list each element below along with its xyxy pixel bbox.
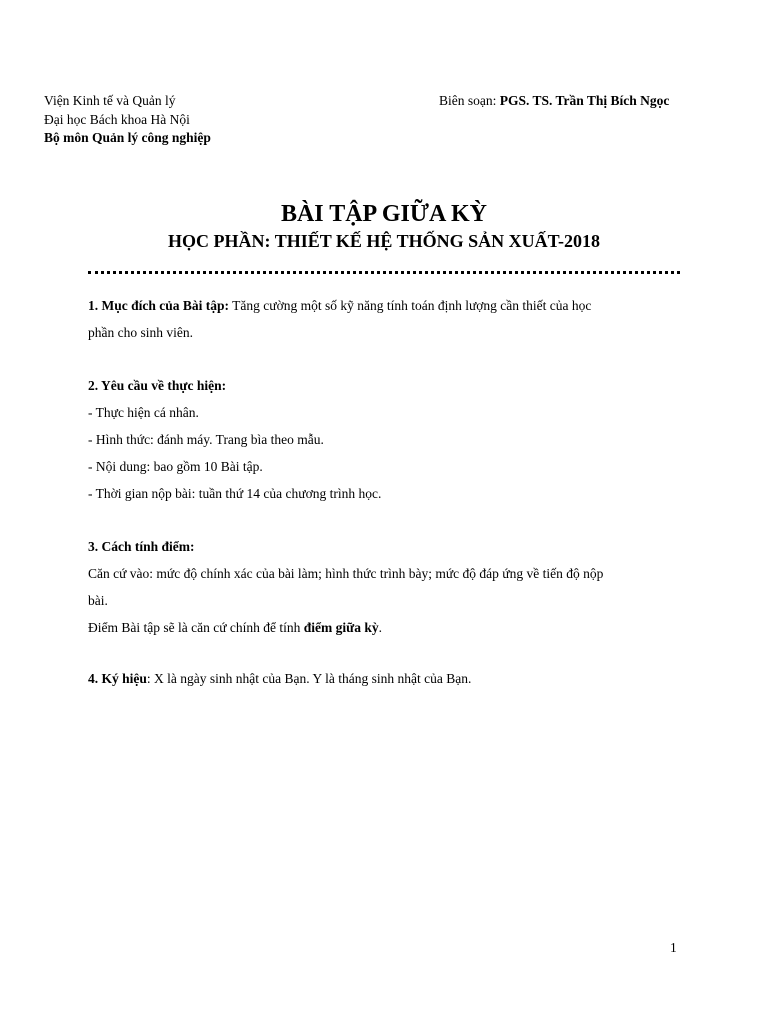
list-item: - Hình thức: đánh máy. Trang bìa theo mẫu. [88,432,324,447]
section-heading: 2. Yêu cầu về thực hiện: [88,378,227,393]
header-left [44,92,211,148]
institute-name: Viện Kinh tế và Quản lý [44,93,176,108]
section-text: bài. [88,593,108,608]
section-text: Tăng cường một số kỹ năng tính toán định lượng cần thiết của học [229,298,592,313]
page-number: 1 [670,940,677,955]
section-text: . [378,620,382,635]
author-name: PGS. TS. Trần Thị Bích Ngọc [499,93,670,108]
document-title: BÀI TẬP GIỮA KỲ [280,201,488,227]
dotted-divider [88,271,680,274]
university-name: Đại học Bách khoa Hà Nội [44,111,190,127]
section-grading [88,533,688,641]
section-purpose [88,292,688,346]
emphasis-text: điểm giữa kỳ [303,620,379,635]
section-text: Điểm Bài tập sẽ là căn cứ chính để tính [88,620,304,635]
document-subtitle: HỌC PHẦN: THIẾT KẾ HỆ THỐNG SẢN XUẤT-2018 [168,231,600,251]
section-notation [88,665,688,692]
section-number: 4. [88,671,102,686]
list-item: - Thực hiện cá nhân. [88,405,199,420]
author-label: Biên soạn: [439,93,497,108]
section-heading: 3. Cách tính điểm: [88,539,195,554]
list-item: - Nội dung: bao gồm 10 Bài tập. [88,459,263,474]
section-heading: Ký hiệu [101,671,147,686]
department-name: Bộ môn Quản lý công nghiệp [44,130,211,145]
section-heading: 1. Mục đích của Bài tập: [88,298,230,313]
section-text: phần cho sinh viên. [88,325,193,340]
header-right [439,92,669,111]
section-text: : X là ngày sinh nhật của Bạn. Y là tháng sinh nhật của Bạn. [146,671,472,686]
section-text: Căn cứ vào: mức độ chính xác của bài làm; hình thức trình bày; mức độ đáp ứng về tiến độ nộp [88,566,604,581]
list-item: - Thời gian nộp bài: tuần thứ 14 của chương trình học. [88,486,382,501]
section-requirements [88,372,688,507]
